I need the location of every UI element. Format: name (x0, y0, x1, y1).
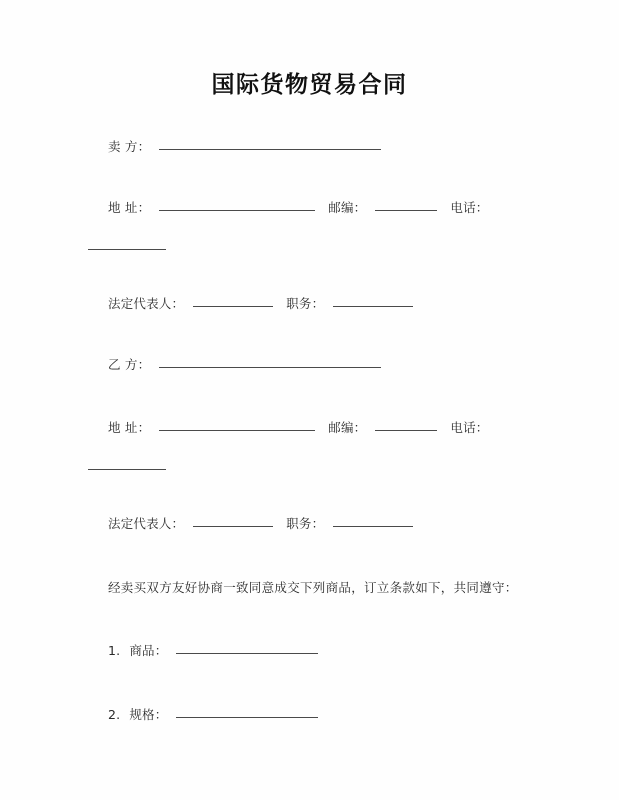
buyer-address-input[interactable] (159, 419, 315, 432)
page-title: 国际货物贸易合同 (211, 72, 408, 98)
seller-postcode-input[interactable] (375, 199, 437, 212)
buyer-address-label: 地 址： (108, 419, 151, 435)
term-item-2 (108, 706, 318, 723)
seller-party-line (108, 138, 381, 155)
term-1-number: 1. (108, 642, 121, 658)
buyer-party-label: 乙 方： (108, 356, 151, 372)
seller-address-input[interactable] (159, 199, 315, 212)
buyer-phone-label: 电话： (450, 419, 489, 435)
term-2-label: 规格： (129, 706, 168, 722)
term-2-number: 2. (108, 706, 121, 722)
buyer-legal-rep-label: 法定代表人： (108, 515, 185, 531)
seller-legal-rep-line (108, 295, 413, 312)
seller-phone-input[interactable] (88, 248, 166, 250)
seller-party-label: 卖 方： (108, 138, 151, 154)
buyer-postcode-label: 邮编： (328, 419, 367, 435)
buyer-legal-rep-input[interactable] (193, 515, 273, 528)
seller-phone-label: 电话： (450, 199, 489, 215)
buyer-party-input[interactable] (159, 356, 381, 369)
seller-legal-rep-input[interactable] (193, 295, 273, 308)
buyer-postcode-input[interactable] (375, 419, 437, 432)
seller-position-input[interactable] (333, 295, 413, 308)
term-1-input[interactable] (176, 642, 318, 655)
term-1-label: 商品： (129, 642, 168, 658)
term-2-input[interactable] (176, 706, 318, 719)
seller-address-label: 地 址： (108, 199, 151, 215)
seller-position-label: 职务： (286, 295, 325, 311)
seller-postcode-label: 邮编： (328, 199, 367, 215)
seller-legal-rep-label: 法定代表人： (108, 295, 185, 311)
buyer-position-label: 职务： (286, 515, 325, 531)
buyer-position-input[interactable] (333, 515, 413, 528)
buyer-phone-input[interactable] (88, 468, 166, 470)
buyer-party-line (108, 356, 381, 373)
seller-address-line (108, 199, 489, 216)
buyer-legal-rep-line (108, 515, 413, 532)
seller-party-input[interactable] (159, 138, 381, 151)
preamble-paragraph: 经卖买双方友好协商一致同意成交下列商品，订立条款如下，共同遵守： (108, 580, 518, 595)
buyer-address-line (108, 419, 489, 436)
term-item-1 (108, 642, 318, 659)
